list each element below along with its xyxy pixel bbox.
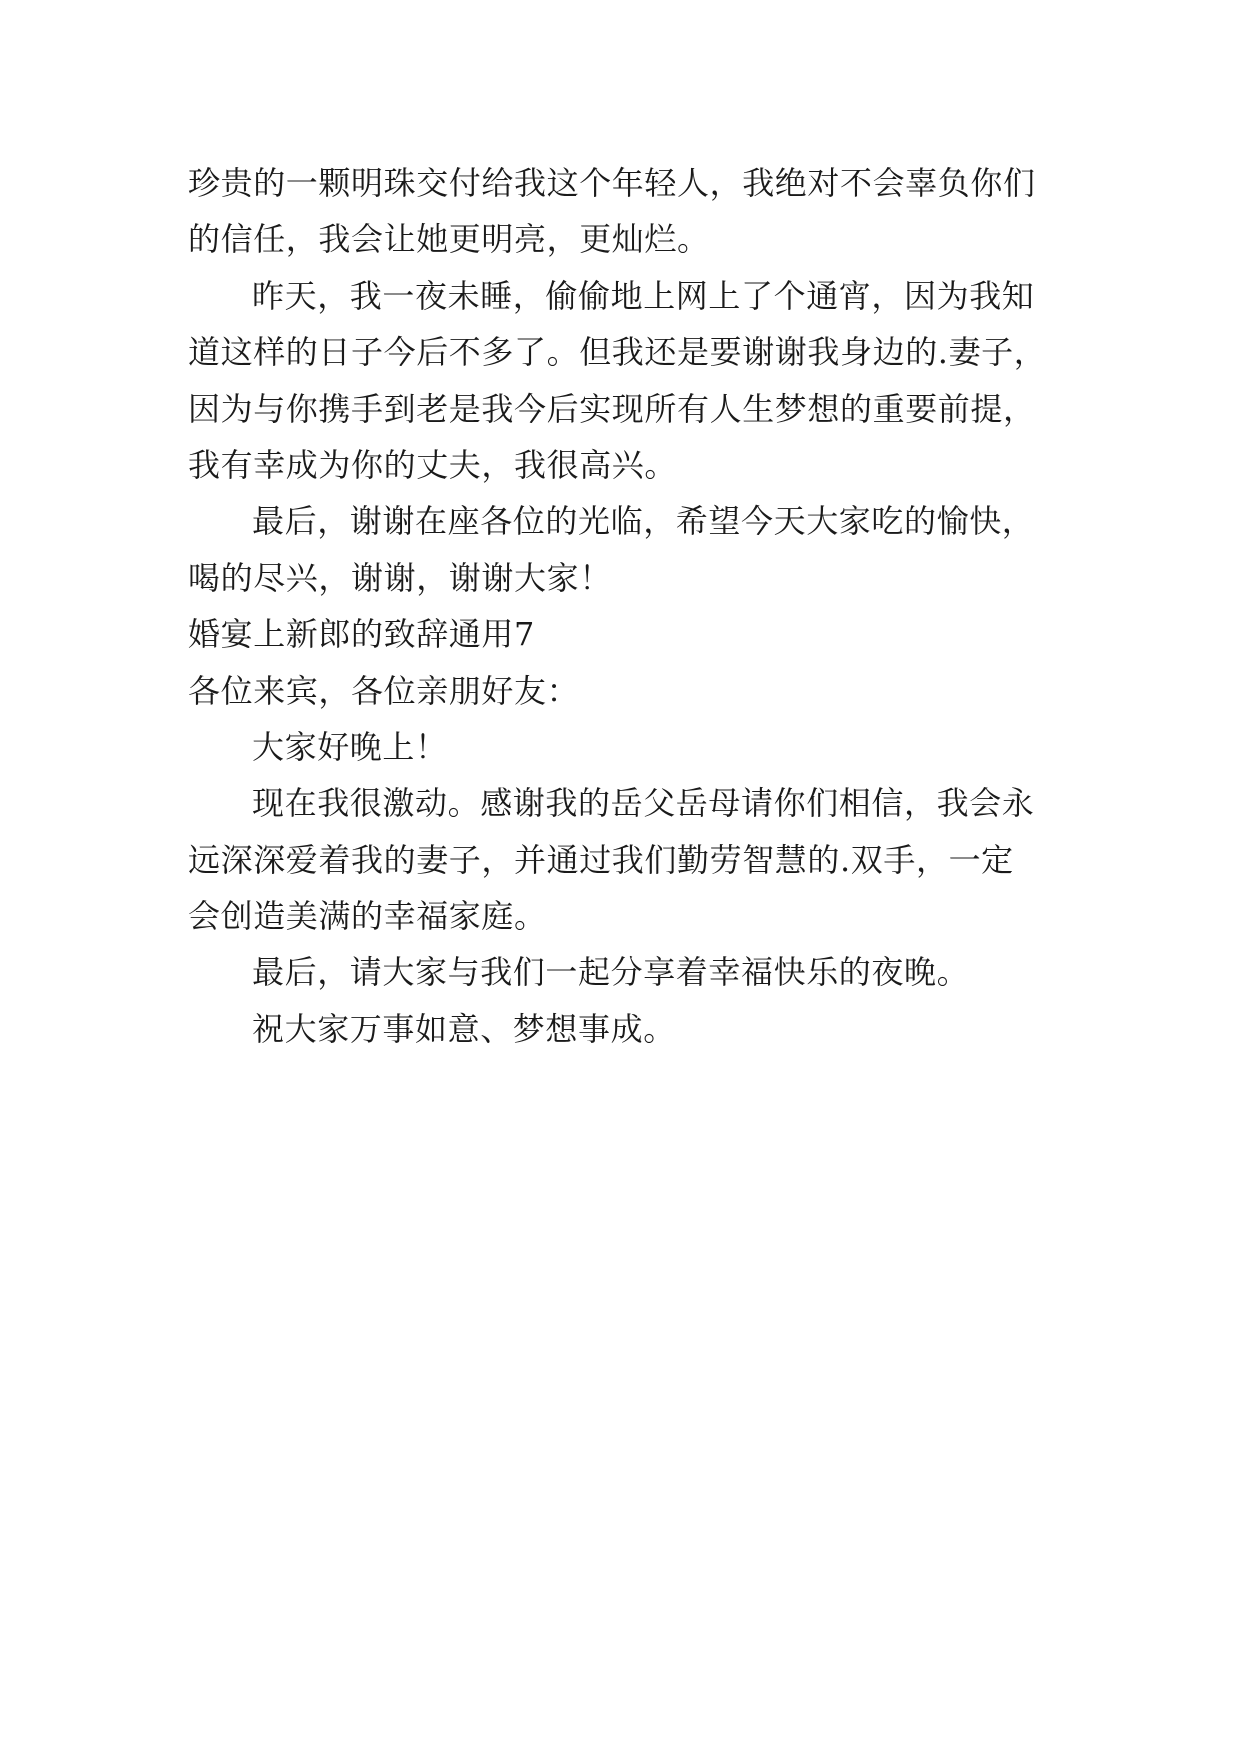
paragraph-line: 喝的尽兴，谢谢，谢谢大家！ <box>188 558 612 597</box>
salutation: 各位来宾，各位亲朋好友： <box>188 671 580 710</box>
paragraph-line: 道这样的日子今后不多了。但我还是要谢谢我身边的.妻子， <box>188 333 1047 372</box>
paragraph-line: 大家好晚上！ <box>252 727 448 766</box>
paragraph-line: 的信任，我会让她更明亮，更灿烂。 <box>188 220 710 259</box>
paragraph-line: 现在我很激动。感谢我的岳父岳母请你们相信，我会永 <box>252 784 1035 823</box>
paragraph-line: 因为与你携手到老是我今后实现所有人生梦想的重要前提， <box>188 389 1036 428</box>
paragraph-line: 我有幸成为你的丈夫，我很高兴。 <box>188 445 678 484</box>
paragraph-line: 珍贵的一颗明珠交付给我这个年轻人，我绝对不会辜负你们 <box>188 164 1036 202</box>
paragraph-line: 昨天，我一夜未睡，偷偷地上网上了个通宵，因为我知 <box>252 276 1035 315</box>
paragraph-line: 祝大家万事如意、梦想事成。 <box>252 1009 676 1048</box>
paragraph-line: 会创造美满的幸福家庭。 <box>188 897 547 936</box>
paragraph-line: 最后，请大家与我们一起分享着幸福快乐的夜晚。 <box>252 953 970 992</box>
paragraph-line: 最后，谢谢在座各位的光临，希望今天大家吃的愉快， <box>252 502 1035 541</box>
document-body <box>188 155 1058 1057</box>
paragraph-line: 远深深爱着我的妻子，并通过我们勤劳智慧的.双手，一定 <box>188 840 1014 879</box>
section-title: 婚宴上新郎的致辞通用7 <box>188 615 535 654</box>
